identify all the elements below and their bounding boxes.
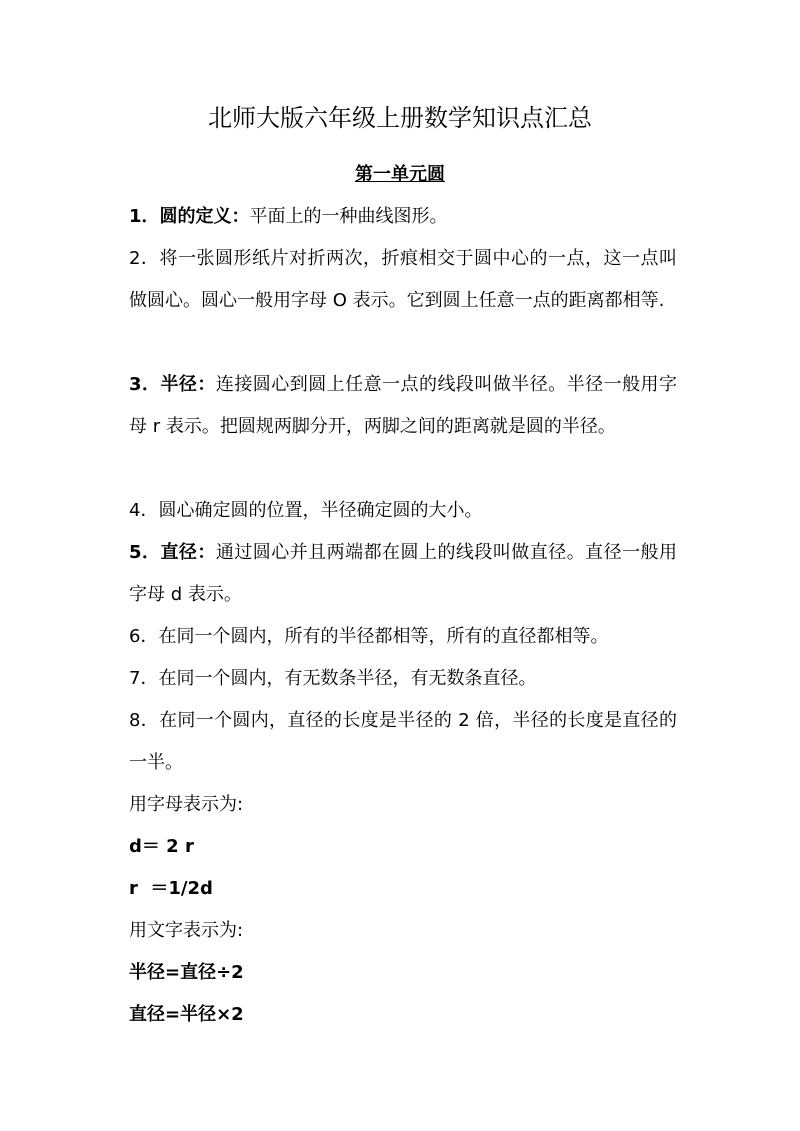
item-number: 6． (129, 626, 159, 647)
item-text: 连接圆心到圆上任意一点的线段叫做半径。半径一般用字母 r 表示。把圆规两脚分开，两脚之间的距离就是圆的半径。 (129, 374, 678, 437)
item-text: 在同一个圆内，所有的半径都相等，所有的直径都相等。 (158, 626, 609, 647)
item-text: 在同一个圆内，直径的长度是半径的 2 倍，半径的长度是直径的一半。 (129, 710, 677, 773)
item-8 (129, 700, 677, 784)
item-6 (129, 616, 677, 658)
item-1 (129, 196, 677, 238)
formula-d: d＝ 2 r (129, 836, 194, 857)
document-title: 北师大版六年级上册数学知识点汇总 (208, 104, 592, 132)
formula-diameter: 直径=半径×2 (129, 1004, 244, 1025)
item-heading: 半径： (160, 374, 216, 395)
letters-label: 用字母表示为: (129, 794, 244, 815)
item-text: 在同一个圆内，有无数条半径，有无数条直径。 (158, 668, 537, 689)
item-number: 7． (129, 668, 159, 689)
words-label: 用文字表示为: (129, 920, 244, 941)
item-number: 2． (129, 248, 160, 269)
item-number: 5． (129, 542, 161, 563)
item-number: 8． (129, 710, 160, 731)
item-text: 将一张圆形纸片对折两次，折痕相交于圆中心的一点，这一点叫做圆心。圆心一般用字母 O 表示。它到圆上任意一点的距离都相等. (129, 248, 678, 311)
unit-title: 第一单元圆 (355, 164, 445, 185)
item-5 (129, 532, 677, 616)
item-text: 平面上的一种曲线图形。 (249, 206, 448, 227)
item-heading: 圆的定义： (159, 206, 250, 227)
item-heading: 直径： (160, 542, 216, 563)
item-3 (129, 364, 677, 448)
formula-radius: 半径=直径÷2 (129, 962, 244, 983)
item-text: 通过圆心并且两端都在圆上的线段叫做直径。直径一般用字母 d 表示。 (129, 542, 678, 605)
item-number: 1． (129, 206, 160, 227)
item-text: 圆心确定圆的位置，半径确定圆的大小。 (158, 500, 483, 521)
item-7 (129, 658, 677, 700)
item-number: 4． (129, 500, 159, 521)
formula-r: r ＝1/2d (129, 878, 213, 899)
item-4 (129, 490, 677, 532)
item-number: 3． (129, 374, 161, 395)
item-2 (129, 238, 677, 322)
